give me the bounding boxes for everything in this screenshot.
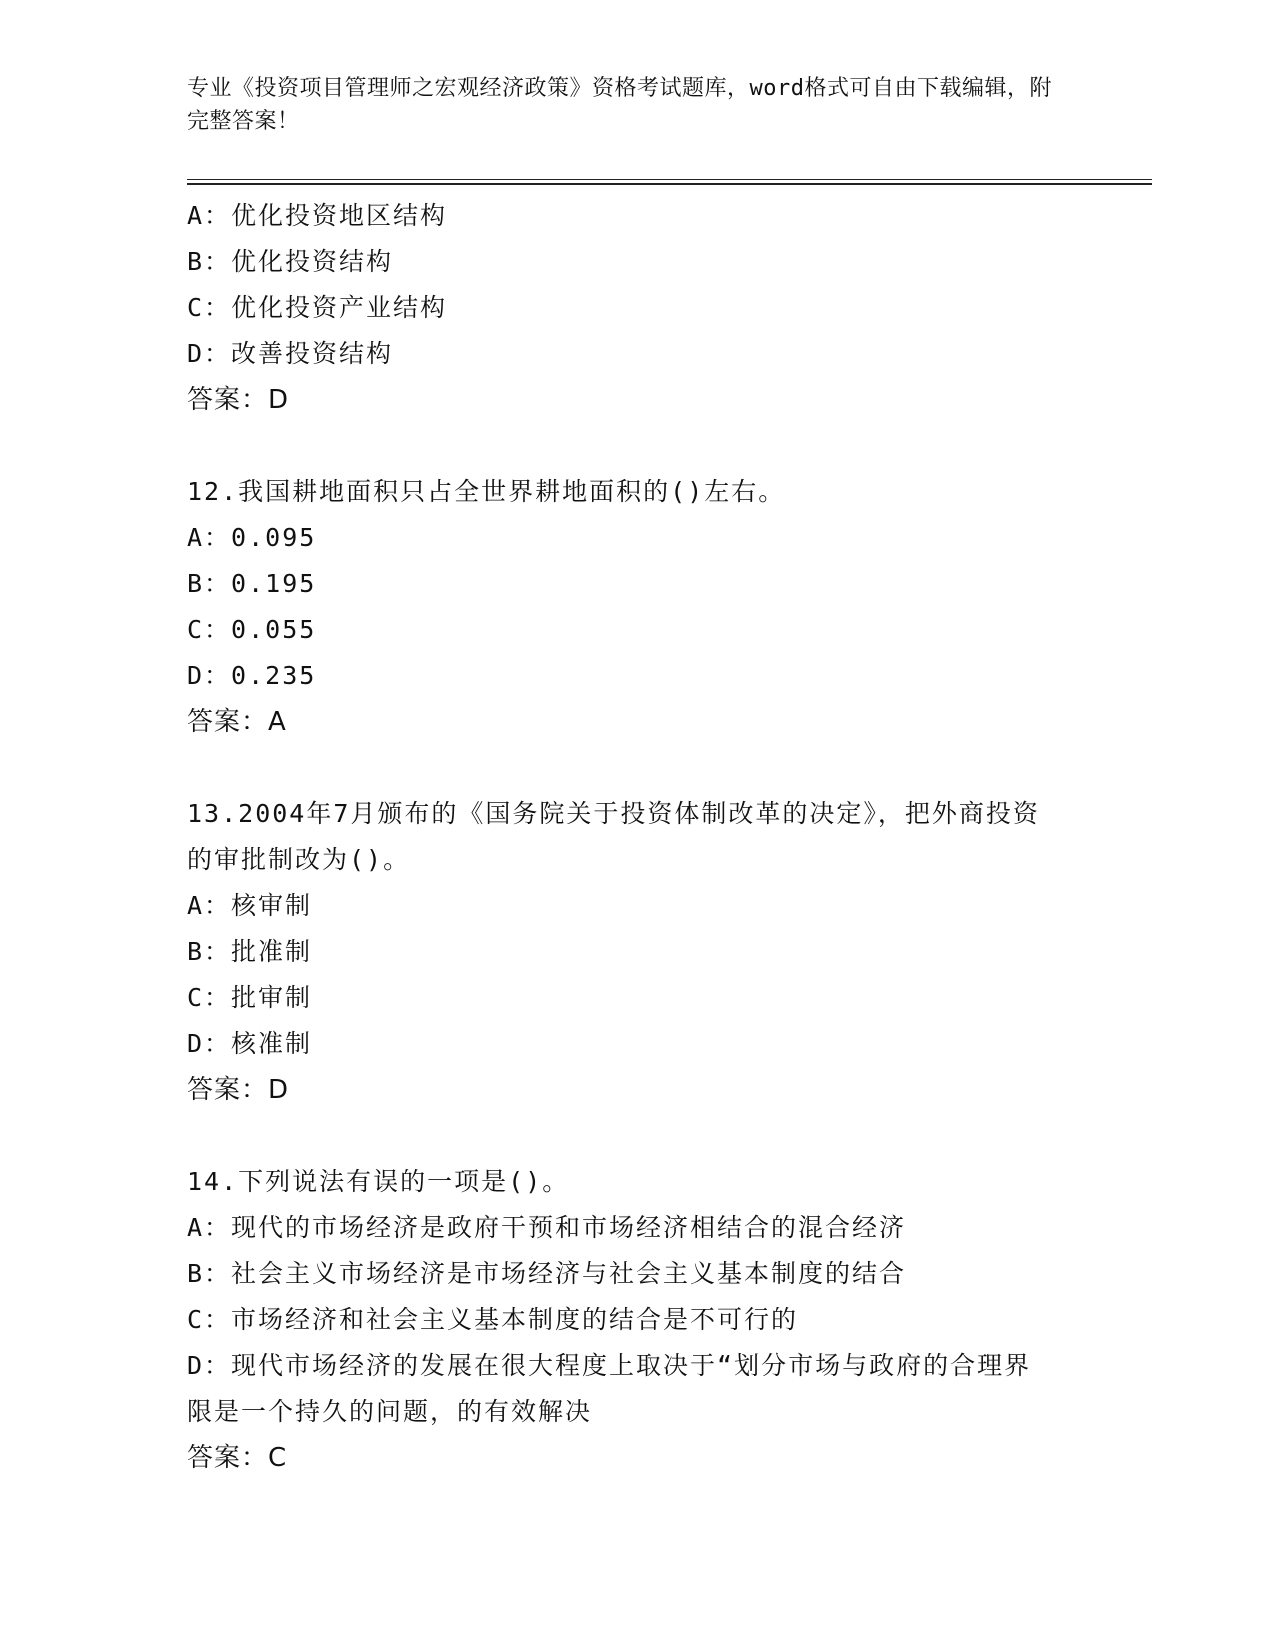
option-c: C：优化投资产业结构 — [187, 293, 448, 322]
option-a: A：0.095 — [187, 523, 317, 552]
header-divider-thick — [187, 183, 1152, 185]
question-text: 14.下列说法有误的一项是()。 — [187, 1167, 570, 1196]
option-c: C：批审制 — [187, 983, 313, 1012]
option-b: B：社会主义市场经济是市场经济与社会主义基本制度的结合 — [187, 1259, 907, 1288]
spacer — [187, 423, 1087, 469]
answer: 答案：A — [187, 707, 287, 737]
option-d: D：现代市场经济的发展在很大程度上取决于“划分市场与政府的合理界限是一个持久的问题，的有效解决 — [187, 1351, 1032, 1426]
option-a: A：核审制 — [187, 891, 313, 920]
option-b: B：优化投资结构 — [187, 247, 394, 276]
option-b: B：0.195 — [187, 569, 317, 598]
question-14 — [187, 1159, 1087, 1481]
option-c: C：0.055 — [187, 615, 317, 644]
option-b: B：批准制 — [187, 937, 313, 966]
spacer — [187, 745, 1087, 791]
option-d: D：0.235 — [187, 661, 317, 690]
spacer — [187, 1113, 1087, 1159]
answer: 答案：D — [187, 385, 290, 415]
question-13 — [187, 791, 1087, 1113]
header-divider-thin — [187, 179, 1152, 180]
document-header: 专业《投资项目管理师之宏观经济政策》资格考试题库，word格式可自由下载编辑，附完整答案！ — [187, 76, 1052, 134]
question-text: 12.我国耕地面积只占全世界耕地面积的()左右。 — [187, 477, 786, 506]
question-list — [187, 193, 1087, 1481]
option-a: A：现代的市场经济是政府干预和市场经济相结合的混合经济 — [187, 1213, 907, 1242]
answer: 答案：D — [187, 1075, 290, 1105]
option-d: D：改善投资结构 — [187, 339, 394, 368]
question-11 — [187, 193, 1087, 423]
question-12 — [187, 469, 1087, 745]
answer: 答案：C — [187, 1443, 288, 1473]
option-c: C：市场经济和社会主义基本制度的结合是不可行的 — [187, 1305, 799, 1334]
question-text: 13.2004年7月颁布的《国务院关于投资体制改革的决定》，把外商投资的审批制改为()。 — [187, 799, 1040, 874]
option-a: A：优化投资地区结构 — [187, 201, 448, 230]
option-d: D：核准制 — [187, 1029, 313, 1058]
